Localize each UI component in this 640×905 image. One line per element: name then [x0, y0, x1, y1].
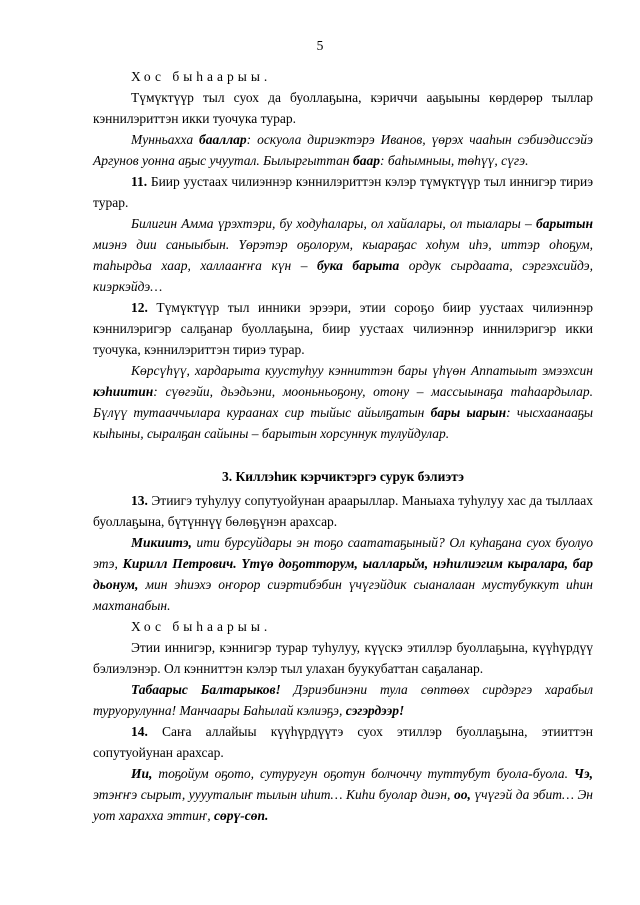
paragraph-example: Ии, тоҕойум оҕото, сутуругун оҕотун болчоччу туттубут буола-буола. Чэ, этэҥҥэ сырыт, ууууталыҥ тылын иһит… Киһи буолар диэн, оо, үчүгэй да эбит… Эн уот харахха эттиҥ, сөрү-сөп.: [93, 766, 594, 823]
paragraph-rule-11: 11. Биир уустаах чилиэннэр кэннилэриттэн кэлэр түмүктүүр тыл иннигэр тириэ турар.: [93, 174, 593, 210]
document-body: [93, 66, 593, 826]
paragraph-rule-14: 14. Саҥа аллайыы күүһүрдүүтэ суох этиллэр буоллаҕына, этииттэн сопутуойунан арахсар.: [93, 724, 593, 760]
paragraph-example: Мунньахха бааллар: оскуола дириэктэрэ Иванов, үөрэх чааһын сэбиэдиссэйэ Аргунов уонна аҕыс учуутал. Былыргыттан баар: баһымныы, төһүү, сүгэ.: [93, 132, 593, 168]
paragraph-rule-12: 12. Түмүктүүр тыл инники эрээри, этии сороҕо биир уустаах чилиэннэр кэннилэригэр салҕанар буоллаҕына, биир уустаах чилиэннэр иннилэригэр икки туочука, кэннилэриттэн тириэ турар.: [93, 300, 593, 357]
paragraph-rule: Түмүктүүр тыл суох да буоллаҕына, кэриччи ааҕыыны көрдөрөр тыллар кэннилэриттэн икки туочука турар.: [93, 90, 593, 126]
rule-number: 13.: [131, 493, 148, 508]
rule-number: 12.: [131, 300, 148, 315]
paragraph-note-heading: Хос быһаарыы.: [131, 69, 272, 84]
paragraph-note-heading: Хос быһаарыы.: [131, 619, 272, 634]
paragraph-example: Табаарыс Балтарыков! Дэриэбинэни тула сөптөөх сирдэргэ харабыл туруорулунна! Манчаары Баһылай кэлиэҕэ, сэгэрдээр!: [93, 682, 593, 718]
paragraph-example: Микиитэ, ити бурсуйдары эн тоҕо саататаҕыный? Ол куһаҕана суох буолуо этэ, Кирилл Петрович. Үтүө доҕотторум, ыаллары̆м, нэһилиэгим кыралара, бар дьонум, мин эһиэхэ оҥорор сиэртибэбин үчүгэйдик сыаналаан мустубуккут иһин махтанабын.: [93, 535, 593, 613]
section-heading: 3. Киллэһик кэрчиктэргэ сурук бэлиэтэ: [221, 469, 465, 484]
paragraph-rule-13: 13. Этиигэ туһулуу сопутуойунан араарыллар. Маныаха туһулуу хас да тыллаах буоллаҕына, бүтүннүү бөлөҕүнэн арахсар.: [93, 493, 593, 529]
paragraph-example: Билигин Амма үрэхтэри, бу ходуһалары, ол хайалары, ол тыалары – барытын миэнэ дии саныыбын. Үөрэтэр оҕолорум, кыараҕас хоһум иһэ, иттэр оһоҕум, таһырдьа хаар, халлааҥҥа күн – бука барыта ордук сырдаата, сэргэхсийдэ, киэркэйдэ…: [93, 216, 593, 294]
rule-number: 11.: [131, 174, 148, 189]
rule-number: 14.: [131, 724, 148, 739]
paragraph-rule: Этии иннигэр, кэннигэр турар туһулуу, күүскэ этиллэр буоллаҕына, күүһүрдүү бэлиэлэнэр. Ол кэнниттэн кэлэр тыл улахан буукубаттан саҕаланар.: [93, 640, 593, 676]
page-number: 5: [316, 38, 324, 53]
paragraph-example: Көрсүһүү, хардарыта куустуһуу кэнниттэн бары үһүөн Аппатыыт эмээхсин кэһиитин: сүөгэйи, дьэдьэни, мооньньоҕону, отону – массыынаҕа таһаардылар. Бүлүү тутааччылара кураанах сир тыйыс айылҕатын бары ыарын: чысхаанааҕы кыһыны, сыралҕан сайыны – барытын хорсуннук тулуйдулар.: [93, 363, 593, 441]
